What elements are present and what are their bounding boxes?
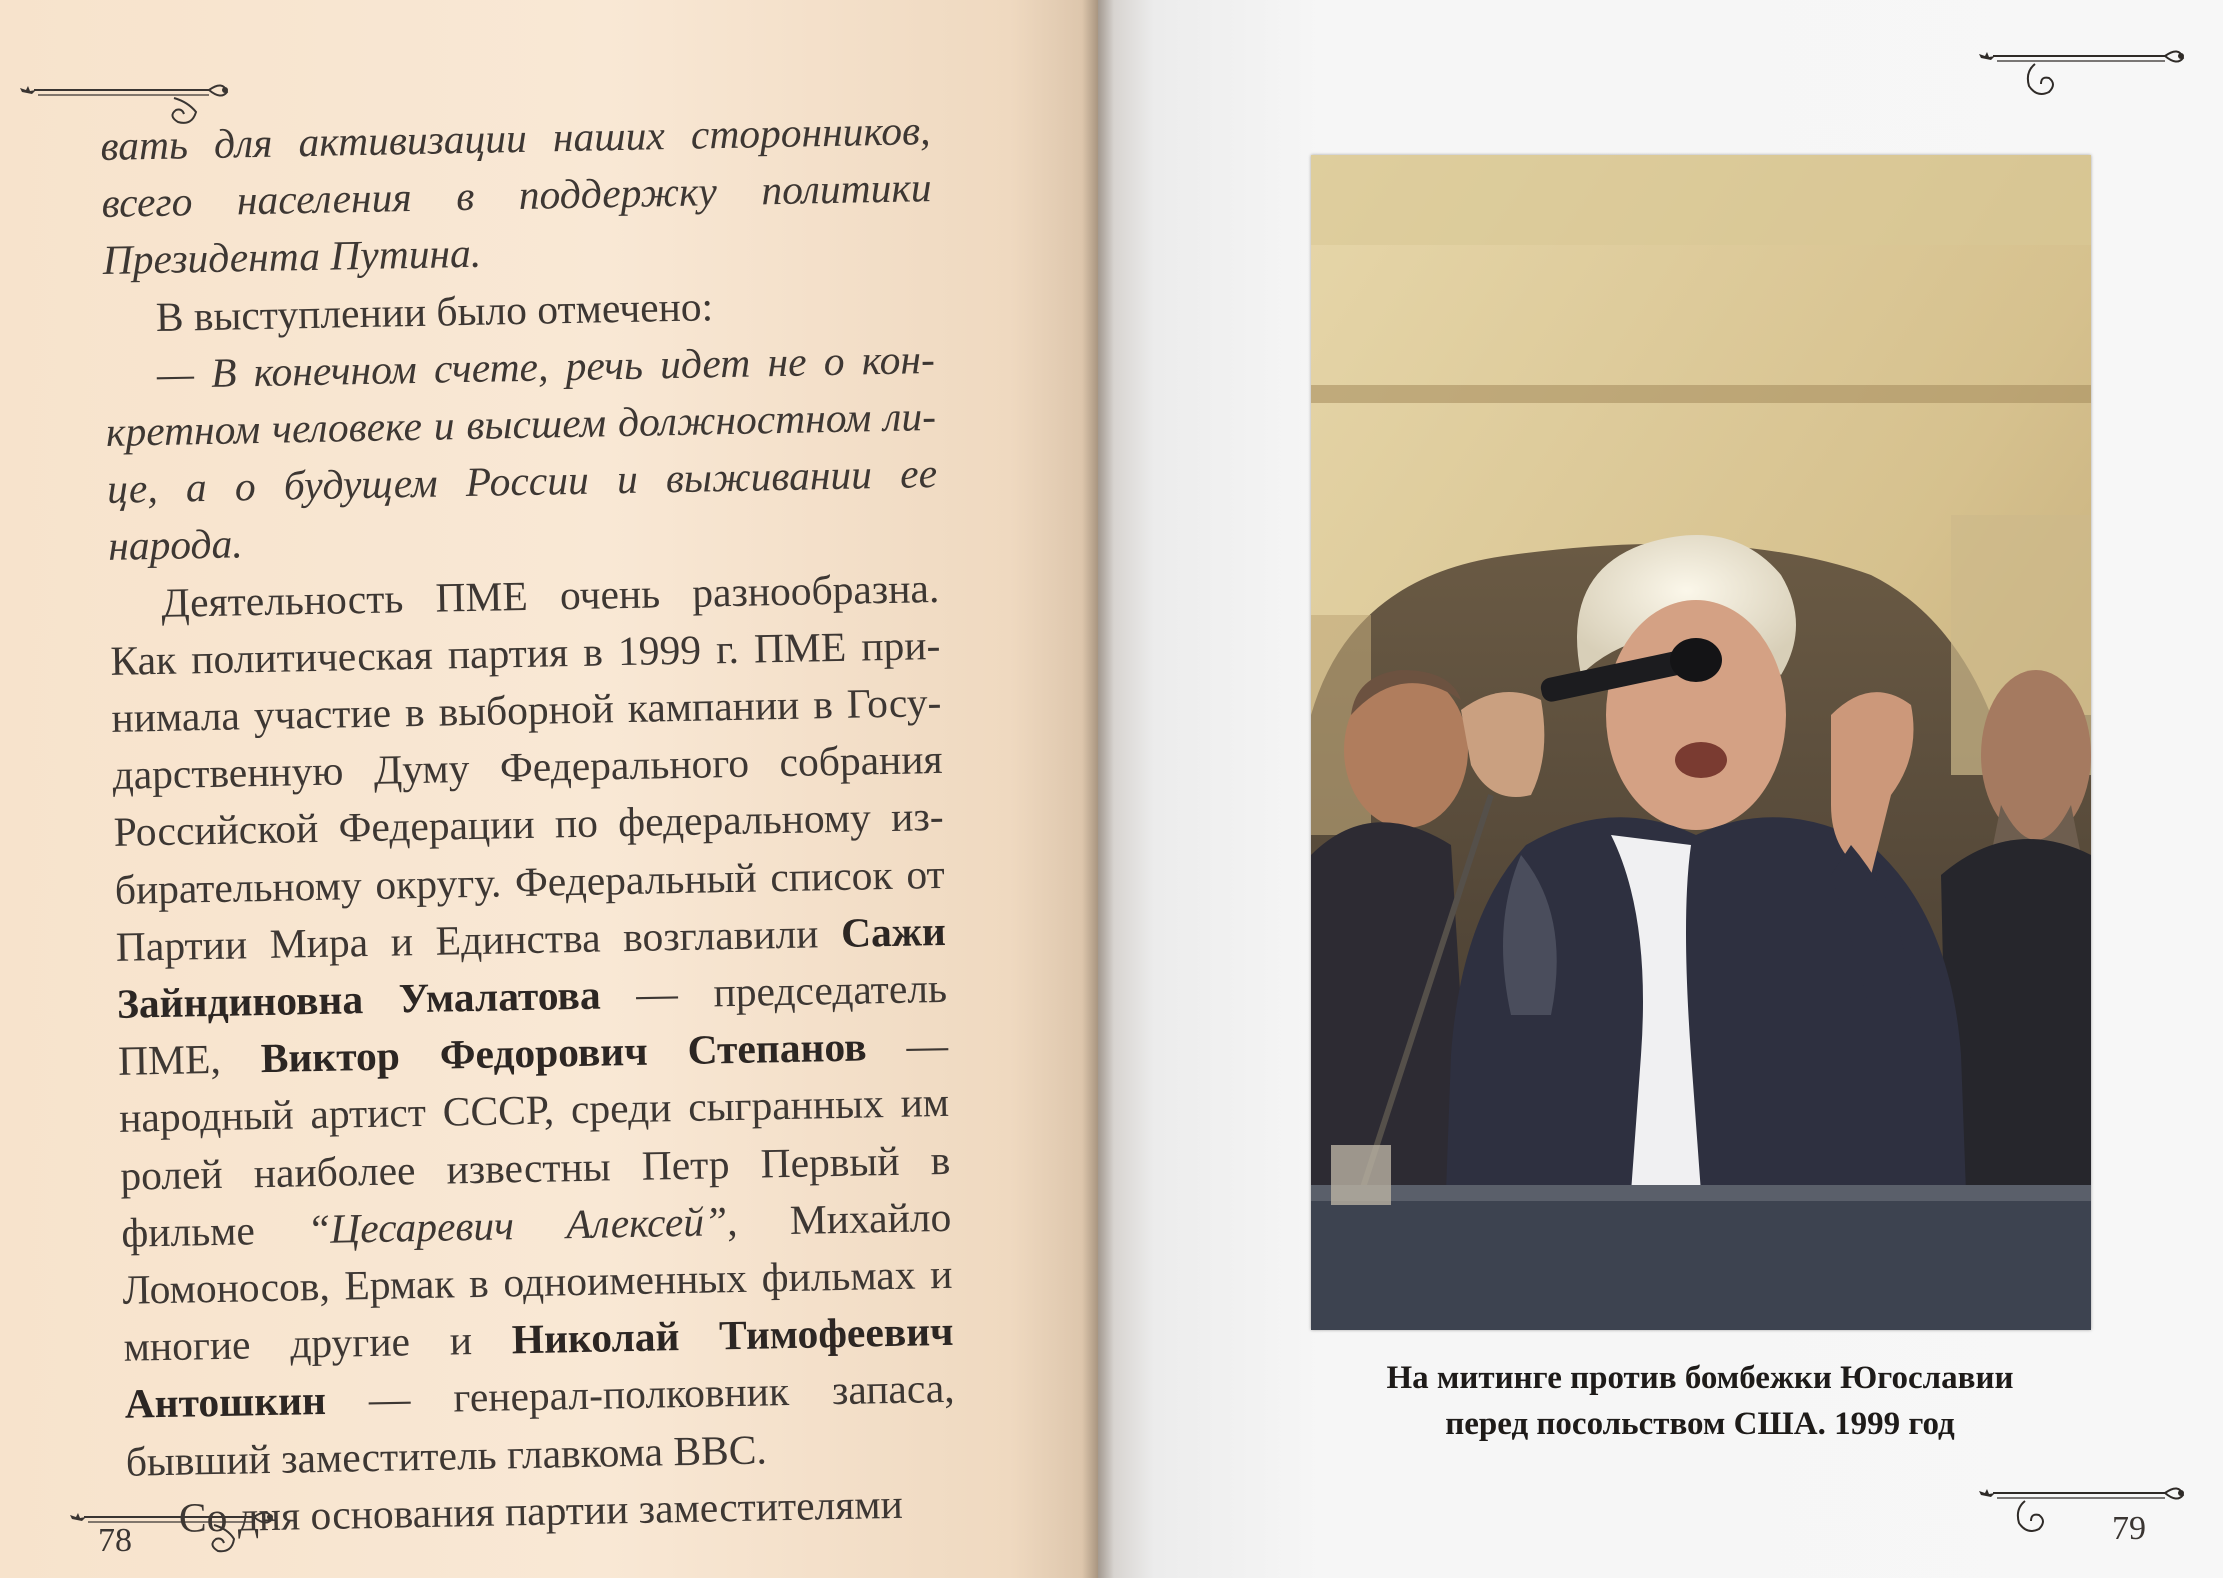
text-run: Со дня основания партии заместителями	[178, 1480, 904, 1541]
photo-caption	[1250, 1355, 2150, 1447]
text-run: — народный артист СССР, среди сыгранных им ролей наиболее известны Петр Первый в фильме	[118, 1022, 951, 1256]
photo-caption-line2: перед посольством США. 1999 год	[1445, 1406, 1955, 1442]
paragraph	[100, 102, 933, 290]
paragraph	[104, 331, 938, 576]
text-run: — генерал-полковник запаса, бывший заместитель главкома ВВС.	[125, 1365, 955, 1485]
text-run: вать для активизации наших сторонников, всего населения в поддержку политики Президента Путина.	[100, 107, 932, 284]
ornament-top-right-icon	[1975, 40, 2190, 105]
text-run: Николай Тимофеевич Антошкин	[124, 1308, 954, 1428]
text-run: Деятельность ПМЕ очень разнообразна. Как политическая партия в 1999 г. ПМЕ принимала участие в выборной кампании в Государственную Думу Федерального собрания Российской Федерации по федеральному избирательному округу. Федеральный список от Партии Мира и Единства возглавили	[109, 564, 946, 970]
text-run: — председатель ПМЕ,	[117, 964, 948, 1085]
text-run: Сажи Зайндиновна Умалатова	[116, 907, 947, 1027]
text-run: “Цесаревич Алексей”	[306, 1198, 728, 1253]
ornament-bottom-right-icon	[1975, 1475, 2190, 1540]
page-number-left: 78	[98, 1522, 132, 1559]
paragraph	[109, 560, 956, 1491]
photo-caption-line1: На митинге против бомбежки Югославии	[1386, 1360, 2014, 1396]
text-run: В выступлении было отмечено:	[155, 282, 714, 340]
text-run: Виктор Федорович Степанов	[260, 1023, 867, 1082]
text-run: — В конечном счете, речь идет не о конкретном человеке и высшем должностном лице, а о будущем России и выживании ее народа.	[105, 335, 938, 570]
left-page-body-text	[100, 102, 957, 1548]
page-number-right: 79	[2112, 1510, 2146, 1547]
text-run: , Михайло Ломоносов, Ермак в одноименных фильмах и многие другие и	[122, 1193, 953, 1371]
rally-photo	[1311, 155, 2091, 1330]
book-gutter	[1082, 0, 1114, 1578]
